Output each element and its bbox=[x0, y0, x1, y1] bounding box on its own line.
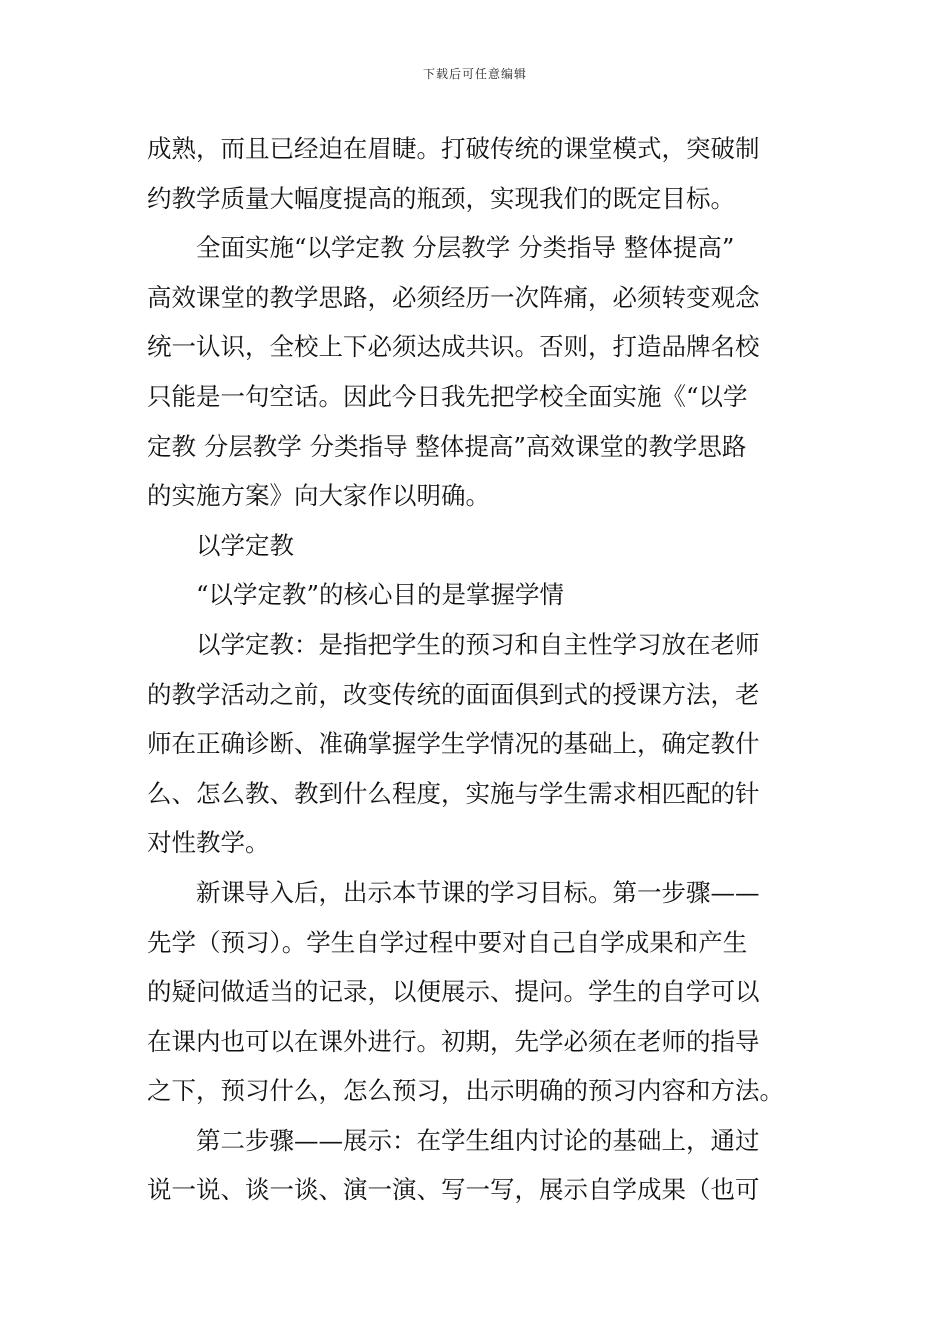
text-line: 统一认识，全校上下必须达成共识。否则，打造品牌名校 bbox=[147, 332, 760, 362]
text-line: 高效课堂的教学思路，必须经历一次阵痛，必须转变观念 bbox=[147, 282, 760, 312]
page-header: 下载后可任意编辑 bbox=[422, 67, 527, 81]
text-line: 先学（预习）。学生自学过程中要对自己自学成果和产生 bbox=[147, 927, 748, 957]
text-line: 么、怎么教、教到什么程度，实施与学生需求相匹配的针 bbox=[147, 778, 760, 808]
text-line: 对性教学。 bbox=[147, 828, 270, 858]
text-line: 新课导入后，出示本节课的学习目标。第一步骤—— bbox=[196, 877, 760, 907]
text-line: 之下，预习什么，怎么预习，出示明确的预习内容和方法。 bbox=[147, 1076, 784, 1106]
text-line: 师在正确诊断、准确掌握学生学情况的基础上，确定教什 bbox=[147, 729, 760, 759]
text-line: 以学定教 bbox=[196, 530, 294, 560]
text-line: 约教学质量大幅度提高的瓶颈，实现我们的既定目标。 bbox=[147, 183, 735, 213]
text-line: 第二步骤——展示：在学生组内讨论的基础上，通过 bbox=[196, 1125, 760, 1155]
text-line: 定教 分层教学 分类指导 整体提高”高效课堂的教学思路 bbox=[147, 431, 747, 461]
text-line: 的实施方案》向大家作以明确。 bbox=[147, 481, 490, 511]
text-line: 说一说、谈一谈、演一演、写一写，展示自学成果（也可 bbox=[147, 1175, 760, 1205]
text-line: “以学定教”的核心目的是掌握学情 bbox=[196, 580, 565, 610]
text-line: 成熟，而且已经迫在眉睫。打破传统的课堂模式，突破制 bbox=[147, 134, 760, 163]
document-body bbox=[147, 124, 807, 1215]
text-line: 的疑问做适当的记录，以便展示、提问。学生的自学可以 bbox=[147, 977, 760, 1007]
text-line: 在课内也可以在课外进行。初期，先学必须在老师的指导 bbox=[147, 1026, 760, 1056]
text-line: 只能是一句空话。因此今日我先把学校全面实施《“以学 bbox=[147, 381, 748, 411]
text-line: 以学定教：是指把学生的预习和自主性学习放在老师 bbox=[196, 629, 760, 659]
text-line: 的教学活动之前，改变传统的面面俱到式的授课方法，老 bbox=[147, 679, 760, 709]
text-line: 全面实施“以学定教 分层教学 分类指导 整体提高” bbox=[196, 233, 735, 263]
